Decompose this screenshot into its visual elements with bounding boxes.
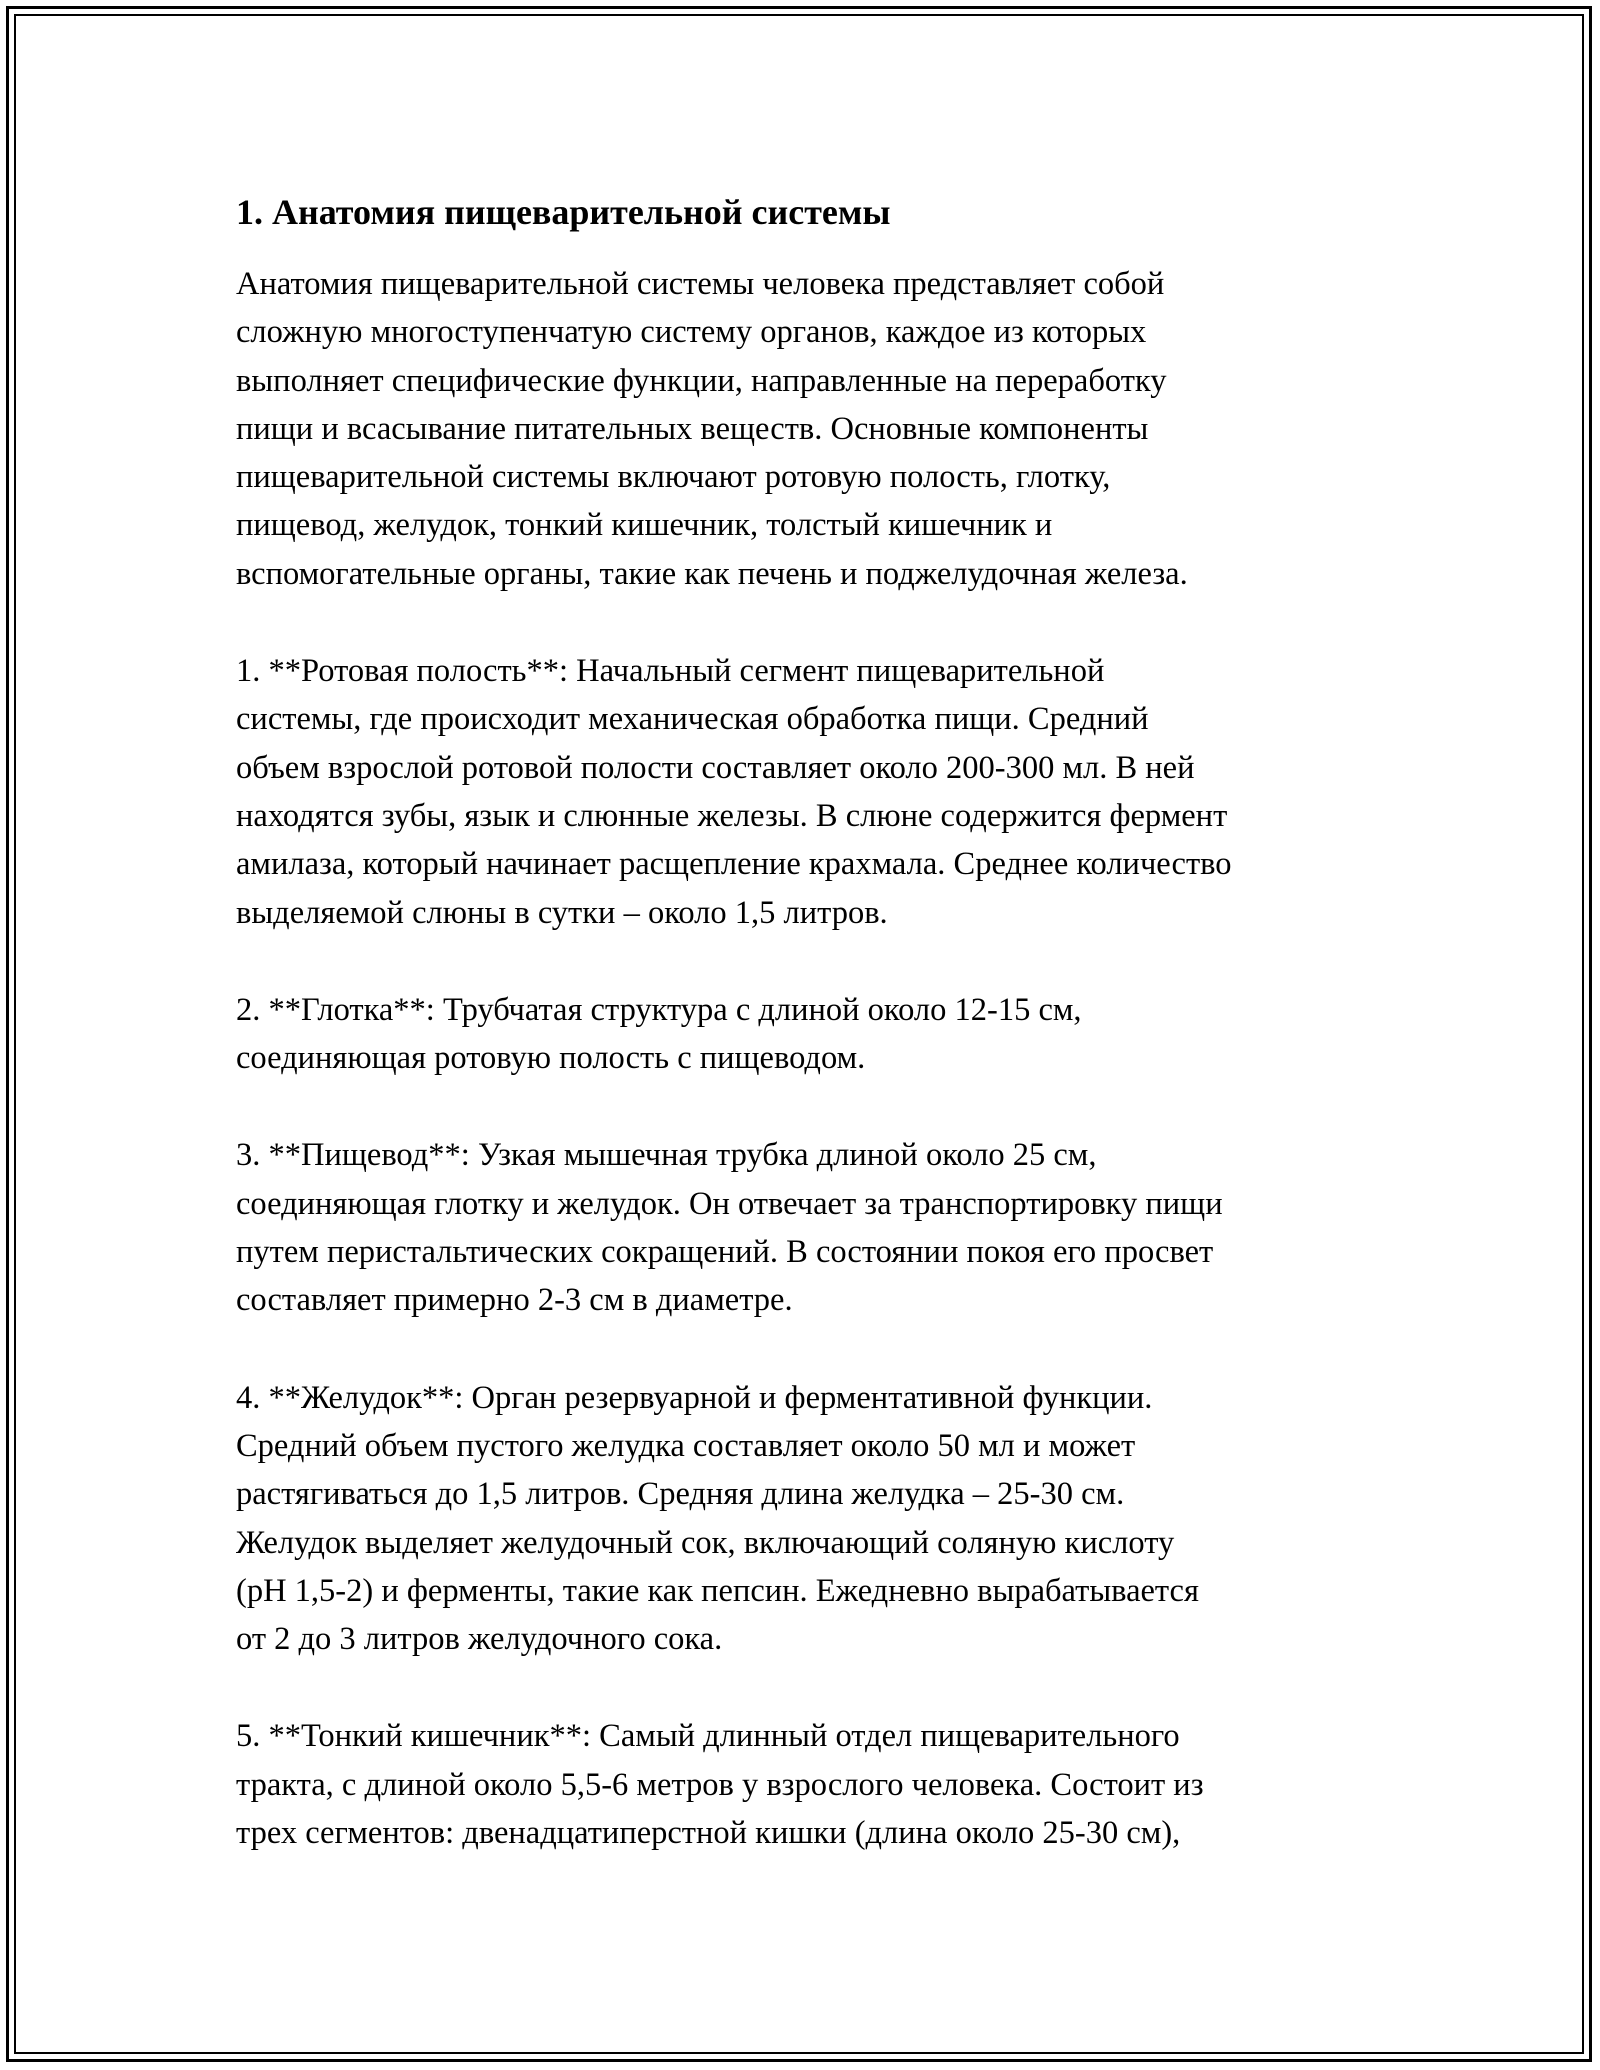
text-line: соединяющая глотку и желудок. Он отвечает за транспортировку пищи [236,1185,1223,1222]
text-line: 1. **Ротовая полость**: Начальный сегмент пищеварительной [236,653,1105,690]
text-line: Средний объем пустого желудка составляет около 50 мл и может [236,1427,1136,1464]
text-line: выполняет специфические функции, направленные на переработку [236,362,1167,399]
text-line: тракта, с длиной около 5,5-6 метров у взрослого человека. Состоит из [236,1766,1204,1803]
section-heading: 1. Анатомия пищеварительной системы [236,192,891,232]
paragraph [236,1374,1376,1664]
paragraph [236,1712,1376,1857]
text-line: пищевод, желудок, тонкий кишечник, толстый кишечник и [236,507,1053,544]
text-line: выделяемой слюны в сутки – около 1,5 литров. [236,894,888,931]
text-line: вспомогательные органы, такие как печень и поджелудочная железа. [236,555,1188,592]
text-line: растягиваться до 1,5 литров. Средняя длина желудка – 25-30 см. [236,1476,1125,1513]
text-line: 5. **Тонкий кишечник**: Самый длинный отдел пищеварительного [236,1718,1180,1755]
text-line: путем перистальтических сокращений. В состоянии покоя его просвет [236,1234,1214,1271]
text-line: пищи и всасывание питательных веществ. Основные компоненты [236,410,1149,447]
text-line: сложную многоступенчатую систему органов, каждое из которых [236,314,1147,351]
text-line: составляет примерно 2-3 см в диаметре. [236,1282,793,1319]
text-line: Желудок выделяет желудочный сок, включающий соляную кислоту [236,1524,1175,1561]
text-line: 4. **Желудок**: Орган резервуарной и ферментативной функции. [236,1379,1153,1416]
text-line: 3. **Пищевод**: Узкая мышечная трубка длиной около 25 см, [236,1137,1097,1174]
text-line: находятся зубы, язык и слюнные железы. В слюне содержится фермент [236,797,1228,834]
text-line: трех сегментов: двенадцатиперстной кишки (длина около 25-30 см), [236,1815,1181,1852]
paragraph [236,1131,1376,1324]
paragraph [236,647,1376,937]
document-body [236,190,1376,1906]
text-line: от 2 до 3 литров желудочного сока. [236,1621,723,1658]
text-line: Анатомия пищеварительной системы человека представляет собой [236,266,1165,302]
text-line: амилаза, который начинает расщепление крахмала. Среднее количество [236,846,1232,883]
text-line: пищеварительной системы включают ротовую полость, глотку, [236,459,1111,496]
text-line: (pH 1,5-2) и ферменты, такие как пепсин. Ежедневно вырабатывается [236,1572,1199,1609]
text-line: соединяющая ротовую полость с пищеводом. [236,1040,866,1077]
paragraph-list [236,260,1376,1857]
text-line: системы, где происходит механическая обработка пищи. Средний [236,701,1149,738]
text-line: 2. **Глотка**: Трубчатая структура с длиной около 12-15 см, [236,991,1082,1028]
paragraph [236,260,1376,598]
text-line: объем взрослой ротовой полости составляет около 200-300 мл. В ней [236,749,1195,786]
paragraph [236,986,1376,1083]
